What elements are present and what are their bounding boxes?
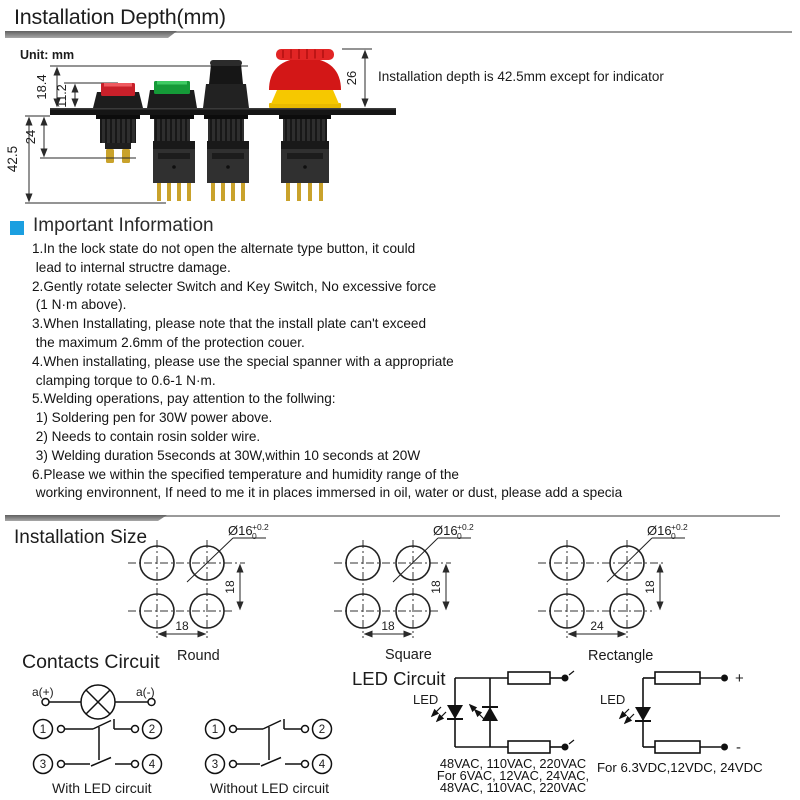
terminal-1: 1 — [39, 724, 47, 736]
info-line: 5.Welding operations, pay attention to the follwing: — [32, 391, 336, 407]
nc-no-contacts — [34, 719, 162, 774]
h-dim-label: 18 — [175, 619, 189, 633]
hole-tol-up: +0.2 — [671, 522, 688, 532]
terminal-tick — [569, 740, 574, 744]
ac-voltage-line: 48VAC, 110VAC, 220VAC — [439, 780, 587, 796]
contact-circuit-without-led — [206, 719, 332, 796]
lamp-minus-label: a(-) — [136, 685, 155, 699]
dim-label-24: 24 — [23, 129, 38, 145]
dim-label-42-5: 42.5 — [5, 145, 20, 173]
unit-label: Unit: mm — [20, 48, 75, 62]
hole-pattern-rectangle — [538, 522, 688, 664]
info-line: 6.Please we within the specified temperature and humidity range of the — [32, 466, 459, 482]
dc-voltage-rating: For 6.3VDC,12VDC, 24VDC — [597, 760, 763, 775]
info-line: 2) Needs to contain rosin solder wire. — [32, 428, 261, 444]
dimension-lines-bottom — [25, 116, 166, 203]
info-line: lead to internal structre damage. — [32, 259, 231, 275]
installation-size-heading: Installation Size — [14, 527, 148, 548]
green-pushbutton — [147, 81, 197, 201]
info-line: (1 N·m above). — [32, 297, 127, 313]
dim-label-18-4: 18.4 — [34, 74, 49, 100]
led-label-dc: LED — [600, 692, 626, 707]
ac-terminal-top — [562, 675, 569, 682]
pattern-caption-rectangle: Rectangle — [588, 648, 654, 664]
terminal-3: 3 — [211, 759, 219, 771]
important-info-header — [10, 215, 214, 237]
v-dim-label: 18 — [223, 580, 237, 594]
ac-voltage-ratings — [420, 758, 606, 795]
led-label-ac: LED — [413, 692, 439, 707]
plus-label: + — [735, 670, 744, 687]
installation-size-and-circuits — [0, 518, 800, 800]
important-info-list — [32, 240, 622, 503]
info-line: 1) Soldering pen for 30W power above. — [32, 410, 273, 426]
red-pushbutton — [93, 83, 143, 163]
led-diode-up — [482, 707, 498, 721]
info-line: 3.When Installating, please note that the install plate can't exceed — [32, 316, 427, 332]
info-line: the maximum 2.6mm of the protection couer. — [32, 334, 305, 350]
terminal-2: 2 — [148, 724, 156, 736]
led-circuit-heading: LED Circuit — [352, 668, 446, 689]
hole-tol-dn: 0 — [252, 531, 257, 541]
page-title: Installation Depth(mm) — [14, 5, 226, 29]
info-line: working environnent, If need to me it in places immersed in oil, water or dust, please add a specia — [32, 485, 623, 501]
with-led-caption: With LED circuit — [52, 780, 152, 796]
hole-dia-label: Ø16 — [647, 523, 672, 538]
terminal-4: 4 — [148, 759, 156, 771]
hole-pattern-round — [128, 522, 269, 664]
hole-tol-up: +0.2 — [457, 522, 474, 532]
contacts-circuit-heading: Contacts Circuit — [22, 651, 160, 673]
terminal-2: 2 — [318, 724, 326, 736]
hole-dia-label: Ø16 — [228, 523, 253, 538]
ac-voltage-line: For 6VAC, 12VAC, 24VAC, — [436, 768, 590, 784]
hole-tol-dn: 0 — [671, 531, 676, 541]
terminal-1: 1 — [211, 724, 219, 736]
pattern-caption-round: Round — [177, 648, 220, 664]
pattern-caption-square: Square — [385, 647, 432, 663]
led-circuit-dc — [600, 670, 744, 756]
info-line: 4.When installating, please use the special spanner with a appropriate — [32, 353, 454, 369]
ac-terminal-bottom — [562, 744, 569, 751]
depth-note: Installation depth is 42.5mm except for indicator — [378, 69, 664, 84]
mounting-plate — [50, 108, 396, 115]
info-line: 3) Welding duration 5seconds at 30W,within 10 seconds at 20W — [32, 447, 421, 463]
installation-depth-diagram — [0, 45, 800, 215]
minus-label: - — [736, 739, 741, 756]
terminal-tick — [569, 671, 574, 675]
hole-tol-up: +0.2 — [252, 522, 269, 532]
dc-terminal-minus — [721, 744, 728, 751]
terminal-4: 4 — [318, 759, 326, 771]
terminal-3: 3 — [39, 759, 47, 771]
info-line: 1.In the lock state do not open the alternate type button, it could — [32, 241, 416, 256]
h-dim-label: 24 — [590, 619, 604, 633]
led-emission-arrows — [620, 709, 634, 723]
section-bullet-square — [10, 221, 24, 235]
led-diode-down — [447, 705, 463, 719]
dim-label-26: 26 — [344, 70, 359, 86]
important-info-heading: Important Information — [33, 215, 214, 236]
info-line: clamping torque to 0.6-1 N·m. — [32, 372, 216, 388]
hole-dia-label: Ø16 — [433, 523, 458, 538]
contact-circuit-with-led — [32, 685, 162, 796]
title-divider-bar — [5, 31, 177, 38]
hole-pattern-square — [334, 522, 474, 663]
dc-terminal-plus — [721, 675, 728, 682]
without-led-caption: Without LED circuit — [210, 780, 330, 796]
hole-tol-dn: 0 — [457, 531, 462, 541]
emergency-stop-button — [269, 49, 341, 201]
ac-voltage-line: 48VAC, 110VAC, 220VAC — [439, 756, 587, 771]
v-dim-label: 18 — [429, 580, 443, 594]
lamp-plus-label: a(+) — [32, 685, 54, 699]
h-dim-label: 18 — [381, 619, 395, 633]
black-pushbutton — [203, 60, 249, 201]
dim-label-11-2: 11.2 — [55, 84, 69, 108]
v-dim-label: 18 — [643, 580, 657, 594]
led-diode — [635, 707, 651, 721]
info-line: 2.Gently rotate selecter Switch and Key Switch, No excessive force — [32, 278, 437, 294]
